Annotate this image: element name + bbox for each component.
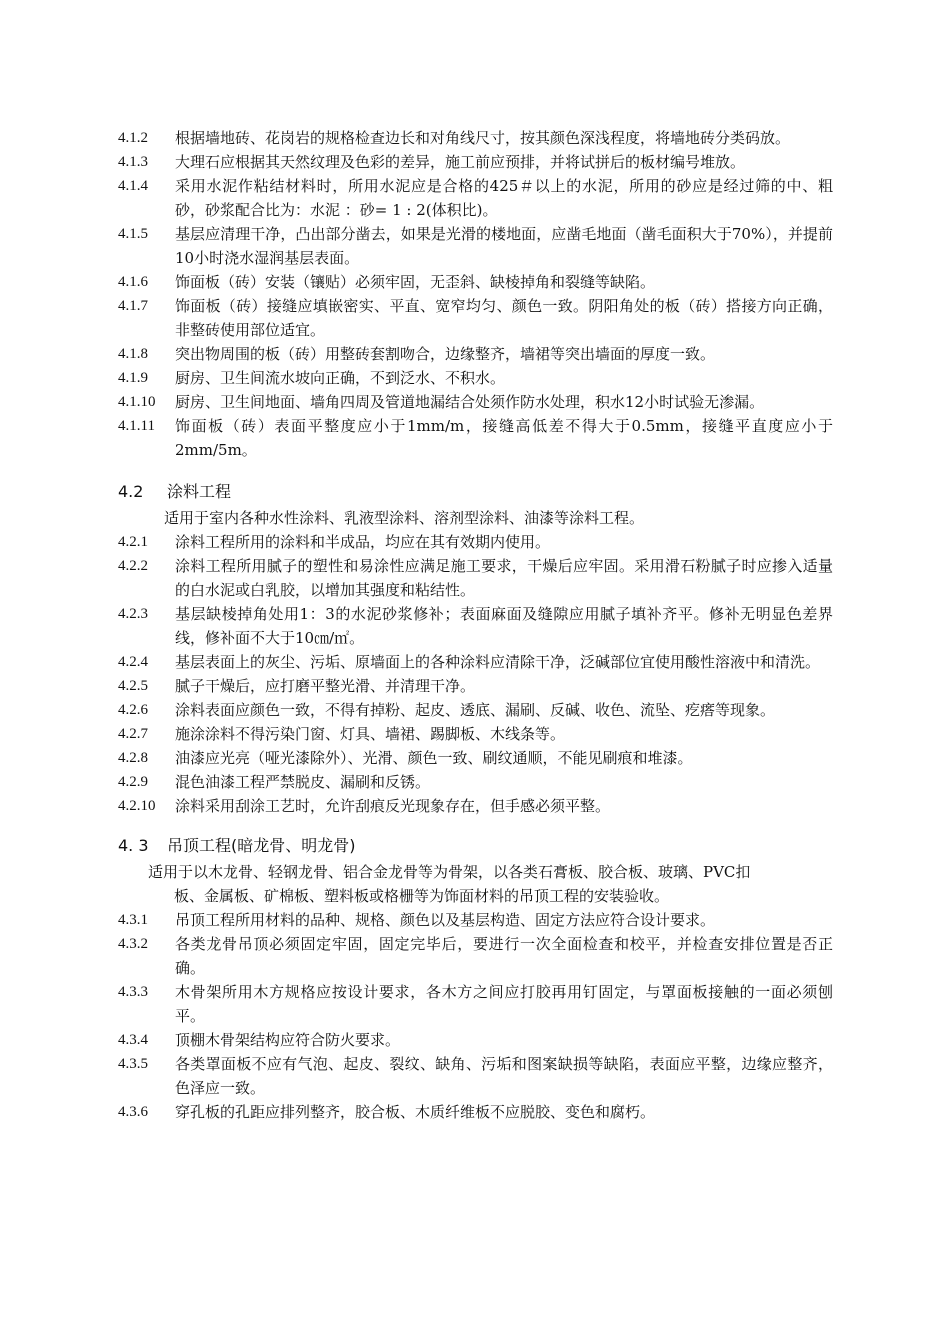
clause-text: 腻子干燥后，应打磨平整光滑、并清理干净。: [175, 677, 476, 695]
clause-number: 4.1.4: [118, 178, 148, 194]
clause-number: 4.3.4: [118, 1032, 148, 1048]
clause-item: [118, 746, 833, 770]
clause-text: 涂料工程所用的涂料和半成品，均应在其有效期内使用。: [175, 533, 551, 551]
clause-item: [118, 530, 833, 554]
clause-text: 饰面板（砖）表面平整度应小于1mm/m，接缝高低差不得大于0.5mm，接缝平直度应小于2mm/5m。: [175, 417, 833, 459]
clause-item: [118, 414, 833, 462]
intro-line: 适用于以木龙骨、轻钢龙骨、铝合金龙骨等为骨架，以各类石膏板、胶合板、玻璃、PVC扣: [148, 863, 751, 881]
clause-number: 4.1.8: [118, 346, 148, 362]
clause-text: 吊顶工程所用材料的品种、规格、颜色以及基层构造、固定方法应符合设计要求。: [175, 911, 716, 929]
section-number: 4.2: [118, 482, 144, 501]
clause-text: 穿孔板的孔距应排列整齐，胶合板、木质纤维板不应脱胶、变色和腐朽。: [175, 1103, 656, 1121]
clause-text: 涂料表面应颜色一致，不得有掉粉、起皮、透底、漏刷、反碱、收色、流坠、疙瘩等现象。: [175, 701, 776, 719]
clause-item: [118, 602, 833, 650]
clause-item: [118, 1100, 833, 1124]
clause-text: 根据墙地砖、花岗岩的规格检查边长和对角线尺寸，按其颜色深浅程度，将墙地砖分类码放。: [175, 129, 791, 147]
section-4-2-heading: [118, 478, 833, 506]
clause-item: [118, 126, 833, 150]
clause-item: [118, 674, 833, 698]
clause-item: [118, 554, 833, 602]
clause-text: 厨房、卫生间流水坡向正确，不到泛水、不积水。: [175, 369, 506, 387]
section-4-3-items: [118, 908, 833, 1124]
clause-text: 基层缺棱掉角处用1：3的水泥砂浆修补；表面麻面及缝隙应用腻子填补齐平。修补无明显色差界线，修补面不大于10㎝/㎡。: [175, 605, 833, 647]
clause-number: 4.2.6: [118, 702, 148, 718]
clause-number: 4.1.2: [118, 130, 148, 146]
clause-number: 4.2.4: [118, 654, 148, 670]
intro-line: 板、金属板、矿棉板、塑料板或格栅等为饰面材料的吊顶工程的安装验收。: [174, 887, 670, 905]
section-4-1-items: [118, 126, 833, 462]
clause-item: [118, 650, 833, 674]
clause-number: 4.2.5: [118, 678, 148, 694]
clause-text: 基层表面上的灰尘、污垢、原墙面上的各种涂料应清除干净，泛碱部位宜使用酸性溶液中和清洗。: [175, 653, 821, 671]
clause-item: [118, 1052, 833, 1100]
section-number: 4. 3: [118, 836, 149, 855]
clause-number: 4.1.5: [118, 226, 148, 242]
clause-number: 4.1.7: [118, 298, 148, 314]
clause-number: 4.3.3: [118, 984, 148, 1000]
clause-text: 各类龙骨吊顶必须固定牢固，固定完毕后，要进行一次全面检查和校平，并检查安排位置是否正确。: [175, 935, 833, 977]
clause-number: 4.3.5: [118, 1056, 148, 1072]
clause-item: [118, 980, 833, 1028]
clause-text: 顶棚木骨架结构应符合防火要求。: [175, 1031, 401, 1049]
clause-item: [118, 794, 833, 818]
clause-text: 突出物周围的板（砖）用整砖套割吻合，边缘整齐，墙裙等突出墙面的厚度一致。: [175, 345, 716, 363]
document-body: [118, 126, 833, 1124]
clause-item: [118, 270, 833, 294]
clause-text: 大理石应根据其天然纹理及色彩的差异，施工前应预排，并将试拼后的板材编号堆放。: [175, 153, 746, 171]
clause-text: 施涂涂料不得污染门窗、灯具、墙裙、踢脚板、木线条等。: [175, 725, 566, 743]
clause-number: 4.2.8: [118, 750, 148, 766]
clause-number: 4.2.9: [118, 774, 148, 790]
clause-item: [118, 174, 833, 222]
clause-number: 4.3.6: [118, 1104, 148, 1120]
clause-text: 饰面板（砖）接缝应填嵌密实、平直、宽窄均匀、颜色一致。阴阳角处的板（砖）搭接方向正确，非整砖使用部位适宜。: [175, 297, 833, 339]
clause-number: 4.2.2: [118, 558, 148, 574]
clause-number: 4.2.10: [118, 798, 156, 814]
clause-text: 基层应清理干净，凸出部分凿去，如果是光滑的楼地面，应凿毛地面（凿毛面积大于70%），并提前10小时浇水湿润基层表面。: [175, 225, 833, 267]
clause-number: 4.1.9: [118, 370, 148, 386]
clause-number: 4.1.6: [118, 274, 148, 290]
clause-item: [118, 390, 833, 414]
clause-number: 4.3.1: [118, 912, 148, 928]
section-title: 吊顶工程(暗龙骨、明龙骨): [167, 836, 356, 855]
clause-item: [118, 366, 833, 390]
clause-number: 4.1.3: [118, 154, 148, 170]
section-4-2-items: [118, 530, 833, 818]
clause-text: 饰面板（砖）安装（镶贴）必须牢固，无歪斜、缺棱掉角和裂缝等缺陷。: [175, 273, 656, 291]
section-title: 涂料工程: [167, 482, 232, 501]
clause-item: [118, 698, 833, 722]
clause-item: [118, 294, 833, 342]
clause-item: [118, 1028, 833, 1052]
clause-text: 涂料采用刮涂工艺时，允许刮痕反光现象存在，但手感必须平整。: [175, 797, 611, 815]
clause-item: [118, 222, 833, 270]
clause-item: [118, 342, 833, 366]
clause-text: 油漆应光亮（哑光漆除外）、光滑、颜色一致、刷纹通顺，不能见刷痕和堆漆。: [175, 749, 693, 767]
clause-item: [118, 908, 833, 932]
section-4-3-heading: [118, 832, 833, 860]
clause-number: 4.3.2: [118, 936, 148, 952]
clause-text: 木骨架所用木方规格应按设计要求，各木方之间应打胶再用钉固定，与罩面板接触的一面必须刨平。: [175, 983, 833, 1025]
clause-text: 厨房、卫生间地面、墙角四周及管道地漏结合处须作防水处理，积水12小时试验无渗漏。: [175, 393, 765, 411]
section-4-3-intro: [118, 860, 833, 908]
clause-text: 涂料工程所用腻子的塑性和易涂性应满足施工要求，干燥后应牢固。采用滑石粉腻子时应掺入适量的白水泥或白乳胶，以增加其强度和粘结性。: [175, 557, 833, 599]
clause-number: 4.1.11: [118, 418, 155, 434]
section-4-2-intro: 适用于室内各种水性涂料、乳液型涂料、溶剂型涂料、油漆等涂料工程。: [164, 509, 645, 527]
clause-item: [118, 932, 833, 980]
clause-number: 4.1.10: [118, 394, 156, 410]
clause-item: [118, 722, 833, 746]
clause-number: 4.2.1: [118, 534, 148, 550]
clause-number: 4.2.7: [118, 726, 148, 742]
clause-item: [118, 150, 833, 174]
clause-text: 混色油漆工程严禁脱皮、漏刷和反锈。: [175, 773, 431, 791]
clause-number: 4.2.3: [118, 606, 148, 622]
clause-text: 采用水泥作粘结材料时，所用水泥应是合格的425＃以上的水泥，所用的砂应是经过筛的中、粗砂，砂浆配合比为：水泥 ：砂= 1 : 2(体积比)。: [175, 177, 833, 219]
clause-text: 各类罩面板不应有气泡、起皮、裂纹、缺角、污垢和图案缺损等缺陷，表面应平整，边缘应整齐，色泽应一致。: [175, 1055, 833, 1097]
clause-item: [118, 770, 833, 794]
